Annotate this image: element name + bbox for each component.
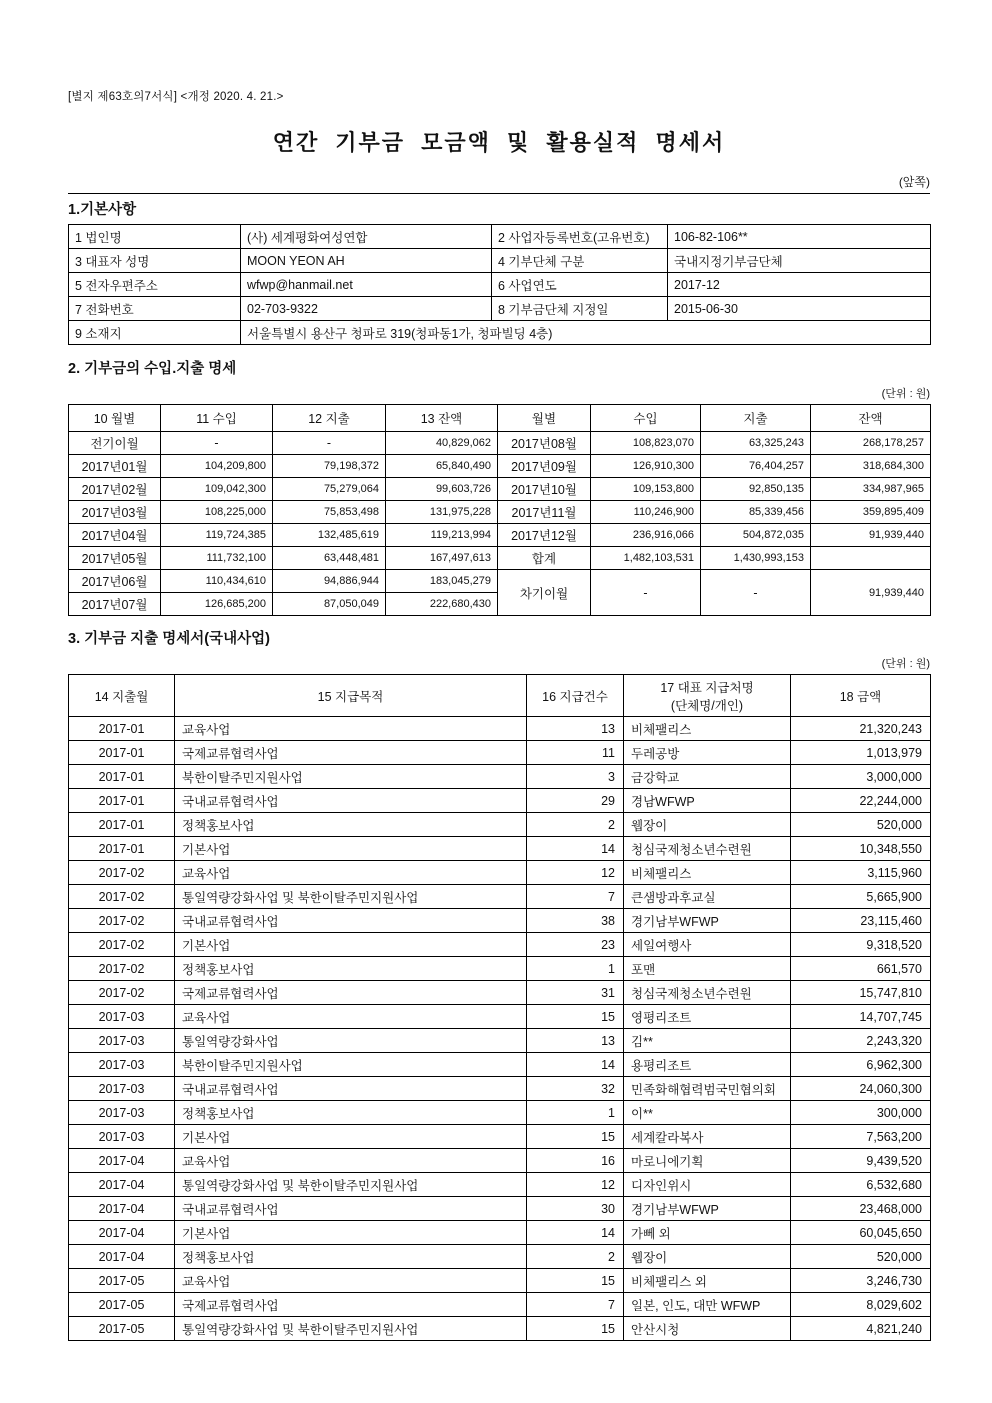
balance-cell: 131,975,228	[386, 501, 498, 524]
expense-detail-row	[69, 885, 931, 909]
amount-cell: 6,532,680	[791, 1173, 931, 1197]
purpose-cell: 교육사업	[175, 1005, 527, 1029]
field-value: wfwp@hanmail.net	[241, 273, 492, 297]
field-label: 2 사업자등록번호(고유번호)	[492, 225, 668, 249]
expense-month-cell: 2017-05	[69, 1317, 175, 1341]
count-cell: 13	[527, 1029, 624, 1053]
balance-cell: 318,684,300	[811, 455, 931, 478]
payee-cell: 민족화해협력범국민협의회	[624, 1077, 791, 1101]
amount-cell: 21,320,243	[791, 717, 931, 741]
payee-cell: 김**	[624, 1029, 791, 1053]
count-cell: 14	[527, 1053, 624, 1077]
expense-detail-row	[69, 1101, 931, 1125]
amount-cell: 14,707,745	[791, 1005, 931, 1029]
expense-detail-row	[69, 1197, 931, 1221]
header-payee-line1: 17 대표 지급처명	[660, 680, 754, 695]
expense-cell: -	[273, 432, 386, 455]
basic-info-row	[69, 225, 931, 249]
section-divider	[68, 193, 930, 194]
expense-cell: 75,853,498	[273, 501, 386, 524]
purpose-cell: 국제교류협력사업	[175, 1293, 527, 1317]
amount-cell: 9,318,520	[791, 933, 931, 957]
expense-cell: 85,339,456	[701, 501, 811, 524]
expense-detail-row	[69, 1245, 931, 1269]
payee-cell: 마로니에기획	[624, 1149, 791, 1173]
section1-title: 1.기본사항	[68, 202, 137, 218]
purpose-cell: 북한이탈주민지원사업	[175, 765, 527, 789]
header-balance: 잔액	[811, 405, 931, 432]
expense-detail-row	[69, 837, 931, 861]
income-cell: 110,434,610	[161, 570, 273, 593]
month-cell: 2017년10월	[498, 478, 591, 501]
expense-month-cell: 2017-01	[69, 741, 175, 765]
field-value: MOON YEON AH	[241, 249, 492, 273]
income-expense-row	[69, 455, 931, 478]
expense-month-cell: 2017-04	[69, 1173, 175, 1197]
header-expense: 12 지출	[273, 405, 386, 432]
payee-cell: 경기남부WFWP	[624, 909, 791, 933]
purpose-cell: 정책홍보사업	[175, 1245, 527, 1269]
amount-cell: 22,244,000	[791, 789, 931, 813]
field-label: 1 법인명	[69, 225, 241, 249]
balance-cell: 65,840,490	[386, 455, 498, 478]
purpose-cell: 정책홍보사업	[175, 813, 527, 837]
amount-cell: 3,000,000	[791, 765, 931, 789]
income-expense-row	[69, 524, 931, 547]
payee-cell: 용평리조트	[624, 1053, 791, 1077]
count-cell: 13	[527, 717, 624, 741]
payee-cell: 경남WFWP	[624, 789, 791, 813]
expense-month-cell: 2017-03	[69, 1005, 175, 1029]
payee-cell: 청심국제청소년수련원	[624, 837, 791, 861]
field-label: 7 전화번호	[69, 297, 241, 321]
payee-cell: 포맨	[624, 957, 791, 981]
form-revision-note: [별지 제63호의7서식] <개정 2020. 4. 21.>	[68, 91, 284, 103]
balance-cell: 91,939,440	[811, 524, 931, 547]
payee-cell: 영평리조트	[624, 1005, 791, 1029]
income-cell: 111,732,100	[161, 547, 273, 570]
expense-month-cell: 2017-02	[69, 933, 175, 957]
purpose-cell: 국제교류협력사업	[175, 741, 527, 765]
balance-cell: 268,178,257	[811, 432, 931, 455]
amount-cell: 23,468,000	[791, 1197, 931, 1221]
field-value: 국내지정기부금단체	[668, 249, 931, 273]
amount-cell: 4,821,240	[791, 1317, 931, 1341]
count-cell: 29	[527, 789, 624, 813]
count-cell: 15	[527, 1125, 624, 1149]
count-cell: 1	[527, 1101, 624, 1125]
count-cell: 7	[527, 1293, 624, 1317]
purpose-cell: 통일역량강화사업	[175, 1029, 527, 1053]
payee-cell: 세계칼라복사	[624, 1125, 791, 1149]
basic-info-row	[69, 249, 931, 273]
expense-month-cell: 2017-04	[69, 1221, 175, 1245]
month-cell: 2017년08월	[498, 432, 591, 455]
income-cell: 126,910,300	[591, 455, 701, 478]
expense-month-cell: 2017-03	[69, 1101, 175, 1125]
basic-info-table	[68, 224, 931, 345]
field-label: 3 대표자 성명	[69, 249, 241, 273]
payee-cell: 웹장이	[624, 1245, 791, 1269]
expense-detail-row	[69, 1293, 931, 1317]
amount-cell: 1,013,979	[791, 741, 931, 765]
expense-month-cell: 2017-04	[69, 1149, 175, 1173]
count-cell: 15	[527, 1005, 624, 1029]
amount-cell: 520,000	[791, 1245, 931, 1269]
purpose-cell: 통일역량강화사업 및 북한이탈주민지원사업	[175, 1173, 527, 1197]
expense-month-cell: 2017-02	[69, 981, 175, 1005]
expense-cell: 75,279,064	[273, 478, 386, 501]
expense-cell: 76,404,257	[701, 455, 811, 478]
purpose-cell: 국내교류협력사업	[175, 909, 527, 933]
payee-cell: 청심국제청소년수련원	[624, 981, 791, 1005]
payee-cell: 이**	[624, 1101, 791, 1125]
payee-cell: 안산시청	[624, 1317, 791, 1341]
header-amount: 18 금액	[791, 675, 931, 717]
amount-cell: 2,243,320	[791, 1029, 931, 1053]
month-cell: 2017년06월	[69, 570, 161, 593]
expense-month-cell: 2017-03	[69, 1077, 175, 1101]
purpose-cell: 교육사업	[175, 861, 527, 885]
expense-detail-row	[69, 909, 931, 933]
amount-cell: 8,029,602	[791, 1293, 931, 1317]
count-cell: 15	[527, 1317, 624, 1341]
expense-detail-row	[69, 813, 931, 837]
balance-cell: 222,680,430	[386, 593, 498, 616]
section3-unit-label: (단위 : 원)	[881, 658, 930, 670]
expense-detail-row	[69, 1149, 931, 1173]
expense-detail-header-row	[69, 675, 931, 717]
income-cell: 104,209,800	[161, 455, 273, 478]
purpose-cell: 교육사업	[175, 1149, 527, 1173]
count-cell: 16	[527, 1149, 624, 1173]
count-cell: 30	[527, 1197, 624, 1221]
expense-detail-row	[69, 1221, 931, 1245]
income-cell: 109,153,800	[591, 478, 701, 501]
expense-month-cell: 2017-05	[69, 1269, 175, 1293]
header-income: 수입	[591, 405, 701, 432]
expense-detail-row	[69, 861, 931, 885]
balance-cell: 334,987,965	[811, 478, 931, 501]
expense-month-cell: 2017-04	[69, 1197, 175, 1221]
income-expense-header-row	[69, 405, 931, 432]
payee-cell: 비체팰리스 외	[624, 1269, 791, 1293]
expense-detail-row	[69, 1029, 931, 1053]
purpose-cell: 국내교류협력사업	[175, 1077, 527, 1101]
month-cell: 2017년03월	[69, 501, 161, 524]
count-cell: 12	[527, 861, 624, 885]
header-month: 10 월별	[69, 405, 161, 432]
count-cell: 7	[527, 885, 624, 909]
income-cell: 236,916,066	[591, 524, 701, 547]
count-cell: 14	[527, 837, 624, 861]
payee-cell: 일본, 인도, 대만 WFWP	[624, 1293, 791, 1317]
count-cell: 2	[527, 813, 624, 837]
expense-cell: 79,198,372	[273, 455, 386, 478]
expense-cell: 1,430,993,153	[701, 547, 811, 570]
basic-info-row	[69, 321, 931, 345]
income-expense-row	[69, 478, 931, 501]
balance-cell: 167,497,613	[386, 547, 498, 570]
header-payee	[624, 675, 791, 717]
amount-cell: 24,060,300	[791, 1077, 931, 1101]
month-cell: 2017년02월	[69, 478, 161, 501]
income-expense-row	[69, 501, 931, 524]
expense-detail-row	[69, 1317, 931, 1341]
expense-detail-row	[69, 981, 931, 1005]
amount-cell: 520,000	[791, 813, 931, 837]
expense-detail-row	[69, 1173, 931, 1197]
header-count: 16 지급건수	[527, 675, 624, 717]
month-cell: 2017년07월	[69, 593, 161, 616]
income-cell: 126,685,200	[161, 593, 273, 616]
expense-month-cell: 2017-02	[69, 957, 175, 981]
header-income: 11 수입	[161, 405, 273, 432]
payee-cell: 두레공방	[624, 741, 791, 765]
expense-detail-row	[69, 765, 931, 789]
expense-cell: 92,850,135	[701, 478, 811, 501]
field-value: 02-703-9322	[241, 297, 492, 321]
expense-detail-row	[69, 957, 931, 981]
expense-month-cell: 2017-02	[69, 909, 175, 933]
income-cell: -	[161, 432, 273, 455]
header-month: 월별	[498, 405, 591, 432]
count-cell: 12	[527, 1173, 624, 1197]
month-cell: 2017년05월	[69, 547, 161, 570]
balance-cell: 119,213,994	[386, 524, 498, 547]
income-expense-table	[68, 404, 931, 616]
count-cell: 3	[527, 765, 624, 789]
section2-title: 2. 기부금의 수입.지출 명세	[68, 361, 237, 377]
income-cell: 108,225,000	[161, 501, 273, 524]
purpose-cell: 교육사업	[175, 1269, 527, 1293]
expense-month-cell: 2017-03	[69, 1029, 175, 1053]
expense-month-cell: 2017-03	[69, 1125, 175, 1149]
month-cell: 2017년04월	[69, 524, 161, 547]
field-value: (사) 세계평화여성연합	[241, 225, 492, 249]
header-balance: 13 잔액	[386, 405, 498, 432]
purpose-cell: 기본사업	[175, 1125, 527, 1149]
expense-month-cell: 2017-02	[69, 861, 175, 885]
count-cell: 23	[527, 933, 624, 957]
field-label: 4 기부단체 구분	[492, 249, 668, 273]
purpose-cell: 국제교류협력사업	[175, 981, 527, 1005]
field-value: 2017-12	[668, 273, 931, 297]
payee-cell: 금강학교	[624, 765, 791, 789]
basic-info-row	[69, 273, 931, 297]
payee-cell: 비체팰리스	[624, 861, 791, 885]
expense-month-cell: 2017-01	[69, 765, 175, 789]
amount-cell: 9,439,520	[791, 1149, 931, 1173]
income-cell: 110,246,900	[591, 501, 701, 524]
purpose-cell: 기본사업	[175, 933, 527, 957]
expense-detail-row	[69, 717, 931, 741]
purpose-cell: 국내교류협력사업	[175, 789, 527, 813]
count-cell: 14	[527, 1221, 624, 1245]
field-label: 6 사업연도	[492, 273, 668, 297]
expense-cell: 63,325,243	[701, 432, 811, 455]
expense-cell: 94,886,944	[273, 570, 386, 593]
amount-cell: 300,000	[791, 1101, 931, 1125]
month-cell: 2017년01월	[69, 455, 161, 478]
field-value: 서울특별시 용산구 청파로 319(청파동1가, 청파빌딩 4층)	[241, 321, 931, 345]
income-cell: 108,823,070	[591, 432, 701, 455]
expense-detail-row	[69, 789, 931, 813]
amount-cell: 23,115,460	[791, 909, 931, 933]
amount-cell: 3,115,960	[791, 861, 931, 885]
section2-unit-label: (단위 : 원)	[881, 388, 930, 400]
count-cell: 38	[527, 909, 624, 933]
month-cell: 전기이월	[69, 432, 161, 455]
expense-cell: 132,485,619	[273, 524, 386, 547]
purpose-cell: 통일역량강화사업 및 북한이탈주민지원사업	[175, 885, 527, 909]
payee-cell: 큰샘방과후교실	[624, 885, 791, 909]
field-value: 106-82-106**	[668, 225, 931, 249]
expense-detail-table	[68, 674, 931, 1341]
count-cell: 11	[527, 741, 624, 765]
month-cell: 2017년09월	[498, 455, 591, 478]
purpose-cell: 정책홍보사업	[175, 1101, 527, 1125]
header-expense-month: 14 지출월	[69, 675, 175, 717]
expense-month-cell: 2017-02	[69, 885, 175, 909]
expense-month-cell: 2017-01	[69, 837, 175, 861]
expense-detail-row	[69, 741, 931, 765]
expense-month-cell: 2017-01	[69, 717, 175, 741]
expense-cell: 87,050,049	[273, 593, 386, 616]
count-cell: 32	[527, 1077, 624, 1101]
header-payee-line2: (단체명/개인)	[670, 698, 744, 713]
count-cell: 1	[527, 957, 624, 981]
purpose-cell: 정책홍보사업	[175, 957, 527, 981]
expense-detail-row	[69, 933, 931, 957]
basic-info-row	[69, 297, 931, 321]
month-cell: 합계	[498, 547, 591, 570]
payee-cell: 웹장이	[624, 813, 791, 837]
expense-month-cell: 2017-03	[69, 1053, 175, 1077]
expense-detail-row	[69, 1077, 931, 1101]
amount-cell: 15,747,810	[791, 981, 931, 1005]
income-cell: -	[591, 570, 701, 616]
payee-cell: 가뻬 외	[624, 1221, 791, 1245]
page-side-label: (앞쪽)	[898, 175, 930, 189]
amount-cell: 60,045,650	[791, 1221, 931, 1245]
balance-cell: 91,939,440	[811, 570, 931, 616]
expense-month-cell: 2017-01	[69, 789, 175, 813]
field-label: 9 소재지	[69, 321, 241, 345]
expense-month-cell: 2017-01	[69, 813, 175, 837]
field-value: 2015-06-30	[668, 297, 931, 321]
balance-cell: 183,045,279	[386, 570, 498, 593]
header-purpose: 15 지급목적	[175, 675, 527, 717]
expense-cell: 504,872,035	[701, 524, 811, 547]
count-cell: 31	[527, 981, 624, 1005]
month-cell: 2017년11월	[498, 501, 591, 524]
header-expense: 지출	[701, 405, 811, 432]
section3-title: 3. 기부금 지출 명세서(국내사업)	[68, 631, 270, 647]
balance-cell	[811, 547, 931, 570]
field-label: 5 전자우편주소	[69, 273, 241, 297]
expense-detail-row	[69, 1269, 931, 1293]
balance-cell: 359,895,409	[811, 501, 931, 524]
document-title: 연간 기부금 모금액 및 활용실적 명세서	[272, 130, 726, 155]
income-cell: 1,482,103,531	[591, 547, 701, 570]
income-cell: 109,042,300	[161, 478, 273, 501]
expense-detail-row	[69, 1053, 931, 1077]
expense-detail-row	[69, 1125, 931, 1149]
amount-cell: 7,563,200	[791, 1125, 931, 1149]
count-cell: 2	[527, 1245, 624, 1269]
income-cell: 119,724,385	[161, 524, 273, 547]
payee-cell: 세일여행사	[624, 933, 791, 957]
payee-cell: 경기남부WFWP	[624, 1197, 791, 1221]
purpose-cell: 북한이탈주민지원사업	[175, 1053, 527, 1077]
income-expense-row	[69, 570, 931, 593]
amount-cell: 5,665,900	[791, 885, 931, 909]
amount-cell: 6,962,300	[791, 1053, 931, 1077]
expense-cell: -	[701, 570, 811, 616]
purpose-cell: 국내교류협력사업	[175, 1197, 527, 1221]
expense-detail-row	[69, 1005, 931, 1029]
balance-cell: 99,603,726	[386, 478, 498, 501]
balance-cell: 40,829,062	[386, 432, 498, 455]
expense-cell: 63,448,481	[273, 547, 386, 570]
amount-cell: 3,246,730	[791, 1269, 931, 1293]
amount-cell: 661,570	[791, 957, 931, 981]
purpose-cell: 기본사업	[175, 837, 527, 861]
income-expense-row	[69, 547, 931, 570]
count-cell: 15	[527, 1269, 624, 1293]
expense-month-cell: 2017-05	[69, 1293, 175, 1317]
payee-cell: 디자인위시	[624, 1173, 791, 1197]
month-cell: 2017년12월	[498, 524, 591, 547]
purpose-cell: 통일역량강화사업 및 북한이탈주민지원사업	[175, 1317, 527, 1341]
carryover-label-cell: 차기이월	[498, 570, 591, 616]
purpose-cell: 기본사업	[175, 1221, 527, 1245]
purpose-cell: 교육사업	[175, 717, 527, 741]
expense-month-cell: 2017-04	[69, 1245, 175, 1269]
income-expense-row	[69, 432, 931, 455]
amount-cell: 10,348,550	[791, 837, 931, 861]
payee-cell: 비체팰리스	[624, 717, 791, 741]
field-label: 8 기부금단체 지정일	[492, 297, 668, 321]
